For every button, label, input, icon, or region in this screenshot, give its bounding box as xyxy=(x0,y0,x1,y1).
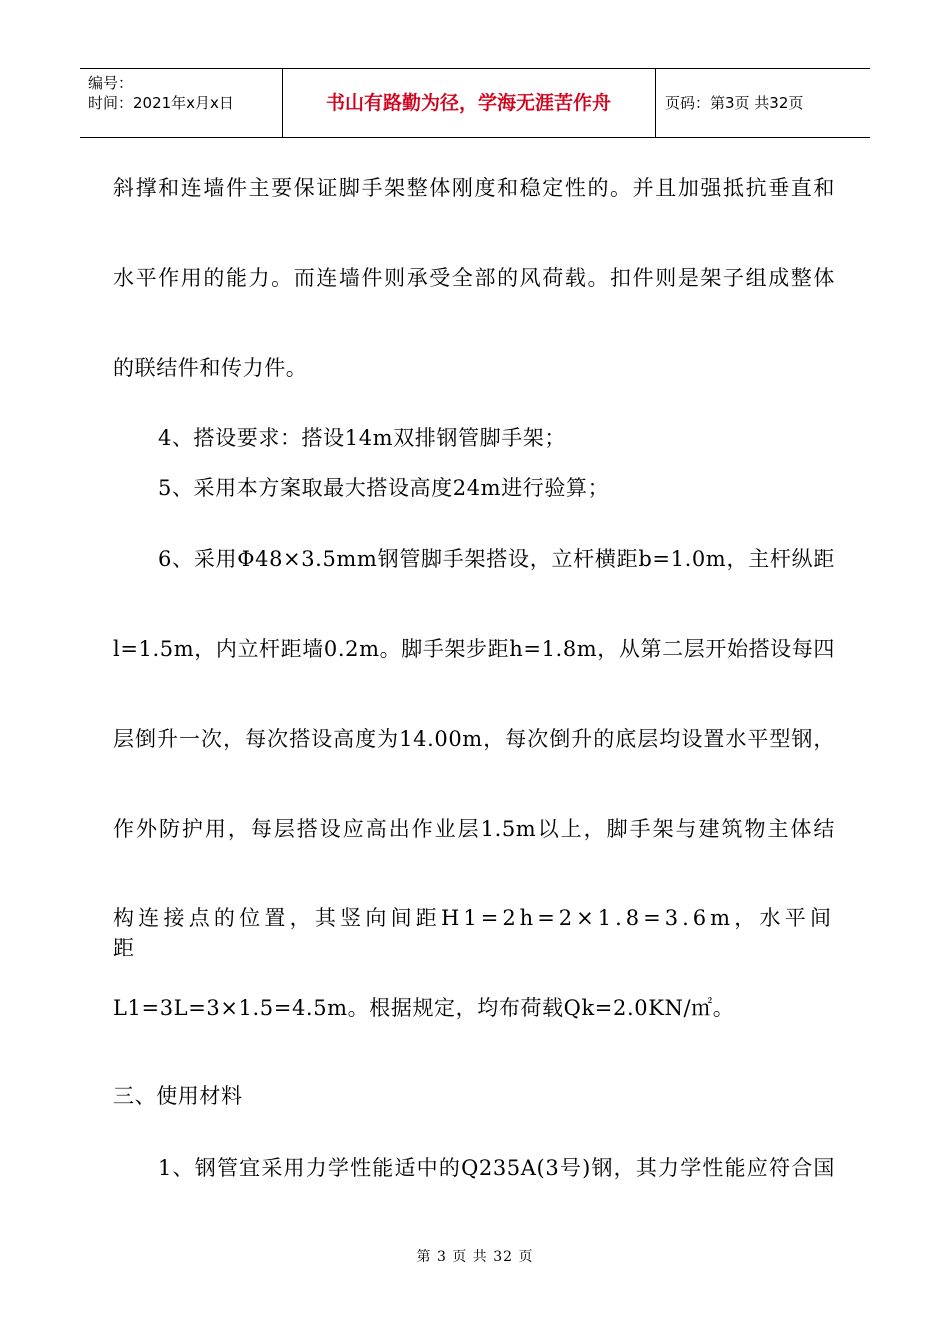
header-page-info: 页码：第3页 共32页 xyxy=(665,94,804,112)
body-line: l=1.5m，内立杆距墙0.2m。脚手架步距h=1.8m，从第二层开始搭设每四 xyxy=(113,637,835,661)
list-item: 1、钢管宜采用力学性能适中的Q235A(3号)钢，其力学性能应符合国 xyxy=(158,1156,835,1180)
list-item: 5、采用本方案取最大搭设高度24m进行验算； xyxy=(158,476,610,500)
page-footer: 第 3 页 共 32 页 xyxy=(416,1249,534,1265)
header-divider xyxy=(655,69,656,137)
section-heading: 三、使用材料 xyxy=(113,1084,243,1108)
body-line: 水平作用的能力。而连墙件则承受全部的风荷载。扣件则是架子组成整体 xyxy=(113,266,835,290)
header-motto: 书山有路勤为径，学海无涯苦作舟 xyxy=(325,92,611,114)
body-line: 作外防护用，每层搭设应高出作业层1.5m以上，脚手架与建筑物主体结 xyxy=(113,817,835,841)
list-item: 4、搭设要求：搭设14m双排钢管脚手架； xyxy=(158,426,566,450)
header-meta xyxy=(88,73,234,113)
body-line: L1=3L=3×1.5=4.5m。根据规定，均布荷载Qk=2.0KN/㎡。 xyxy=(113,996,735,1020)
list-item: 6、采用Φ48×3.5mm钢管脚手架搭设，立杆横距b=1.0m，主杆纵距 xyxy=(158,547,835,571)
header-number-label: 编号： xyxy=(88,74,134,92)
document-header xyxy=(80,68,870,138)
body-line: 的联结件和传力件。 xyxy=(113,356,308,380)
header-time-label: 时间：2021年x月x日 xyxy=(88,94,234,112)
body-line: 层倒升一次，每次搭设高度为14.00m，每次倒升的底层均设置水平型钢， xyxy=(113,727,835,751)
body-line: 斜撑和连墙件主要保证脚手架整体刚度和稳定性的。并且加强抵抗垂直和 xyxy=(113,176,835,200)
body-line: 构连接点的位置，其竖向间距H1=2h=2×1.8=3.6m，水平间距 xyxy=(113,906,835,960)
